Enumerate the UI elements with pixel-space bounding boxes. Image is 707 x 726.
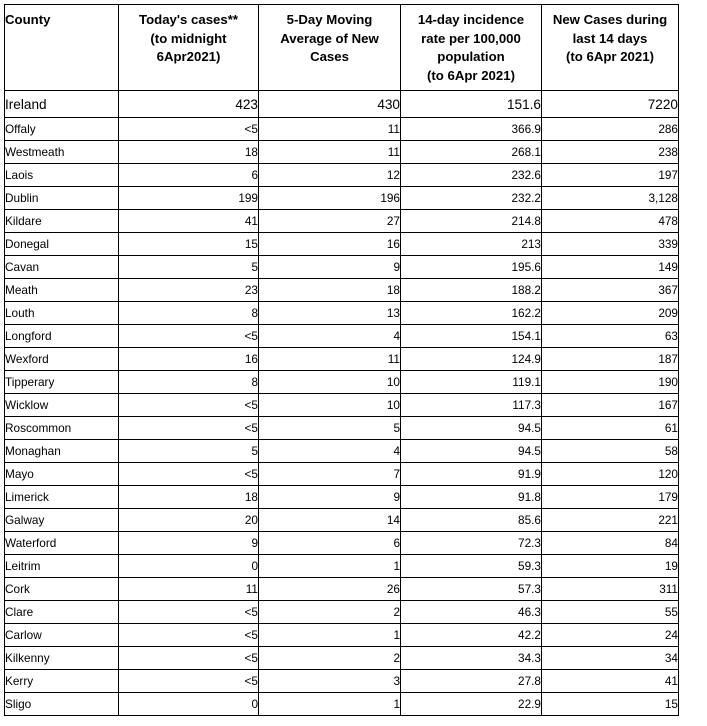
header-line: rate per 100,000 [421,30,521,46]
todays-cases-cell: <5 [119,118,259,141]
new-cases-14day-cell: 478 [542,210,679,233]
moving-average-cell: 9 [259,486,401,509]
new-cases-14day-cell: 3,128 [542,187,679,210]
moving-average-cell: 2 [259,601,401,624]
moving-average-cell: 4 [259,325,401,348]
table-row [5,624,679,647]
county-cell: Donegal [5,233,119,256]
covid-cases-table [4,4,679,716]
moving-average-cell: 10 [259,371,401,394]
table-row [5,578,679,601]
todays-cases-cell: <5 [119,417,259,440]
todays-cases-cell: 0 [119,693,259,716]
table-row [5,509,679,532]
county-cell: Dublin [5,187,119,210]
incidence-rate-cell: 117.3 [401,394,542,417]
incidence-rate-cell: 46.3 [401,601,542,624]
header-line: 5-Day Moving [286,12,373,27]
table-row [5,463,679,486]
moving-average-cell: 27 [259,210,401,233]
new-cases-14day-cell: 61 [542,417,679,440]
moving-average-cell: 26 [259,578,401,601]
new-cases-14day-cell: 221 [542,509,679,532]
incidence-rate-cell: 124.9 [401,348,542,371]
moving-average-cell: 7 [259,463,401,486]
new-cases-14day-cell: 311 [542,578,679,601]
incidence-rate-cell: 232.6 [401,164,542,187]
incidence-rate-cell: 91.9 [401,463,542,486]
moving-average-cell: 1 [259,624,401,647]
todays-cases-cell: 8 [119,302,259,325]
county-cell: Kerry [5,670,119,693]
header-line: Today's cases** [139,12,238,27]
todays-cases-cell: 423 [119,91,259,118]
moving-average-cell: 16 [259,233,401,256]
table-row [5,555,679,578]
incidence-rate-cell: 72.3 [401,532,542,555]
todays-cases-cell: 8 [119,371,259,394]
header-5day-average [259,5,401,91]
county-cell: Cavan [5,256,119,279]
county-cell: Ireland [5,91,119,118]
new-cases-14day-cell: 84 [542,532,679,555]
table-row [5,371,679,394]
county-cell: Clare [5,601,119,624]
moving-average-cell: 9 [259,256,401,279]
moving-average-cell: 430 [259,91,401,118]
table-row [5,647,679,670]
header-line: population [437,49,505,64]
moving-average-cell: 11 [259,348,401,371]
county-cell: Wicklow [5,394,119,417]
table-row [5,118,679,141]
moving-average-cell: 1 [259,693,401,716]
county-cell: Limerick [5,486,119,509]
new-cases-14day-cell: 339 [542,233,679,256]
incidence-rate-cell: 366.9 [401,118,542,141]
incidence-rate-cell: 154.1 [401,325,542,348]
county-cell: Carlow [5,624,119,647]
new-cases-14day-cell: 149 [542,256,679,279]
header-line: last 14 days [572,30,648,46]
county-cell: Roscommon [5,417,119,440]
todays-cases-cell: 9 [119,532,259,555]
moving-average-cell: 4 [259,440,401,463]
todays-cases-cell: 41 [119,210,259,233]
incidence-rate-cell: 85.6 [401,509,542,532]
new-cases-14day-cell: 190 [542,371,679,394]
county-cell: Sligo [5,693,119,716]
todays-cases-cell: <5 [119,394,259,417]
todays-cases-cell: 18 [119,141,259,164]
county-cell: Galway [5,509,119,532]
header-14day-incidence [401,5,542,91]
new-cases-14day-cell: 209 [542,302,679,325]
todays-cases-cell: <5 [119,670,259,693]
incidence-rate-cell: 94.5 [401,417,542,440]
incidence-rate-cell: 162.2 [401,302,542,325]
county-cell: Leitrim [5,555,119,578]
todays-cases-cell: <5 [119,325,259,348]
new-cases-14day-cell: 167 [542,394,679,417]
moving-average-cell: 13 [259,302,401,325]
new-cases-14day-cell: 41 [542,670,679,693]
incidence-rate-cell: 91.8 [401,486,542,509]
moving-average-cell: 10 [259,394,401,417]
incidence-rate-cell: 188.2 [401,279,542,302]
county-cell: Kildare [5,210,119,233]
todays-cases-cell: 5 [119,440,259,463]
new-cases-14day-cell: 238 [542,141,679,164]
county-cell: Wexford [5,348,119,371]
incidence-rate-cell: 27.8 [401,670,542,693]
table-row [5,233,679,256]
county-cell: Mayo [5,463,119,486]
incidence-rate-cell: 57.3 [401,578,542,601]
new-cases-14day-cell: 58 [542,440,679,463]
new-cases-14day-cell: 15 [542,693,679,716]
table-row [5,187,679,210]
table-row [5,164,679,187]
todays-cases-cell: 11 [119,578,259,601]
table-row [5,394,679,417]
header-todays-cases [119,5,259,91]
incidence-rate-cell: 34.3 [401,647,542,670]
new-cases-14day-cell: 24 [542,624,679,647]
incidence-rate-cell: 119.1 [401,371,542,394]
todays-cases-cell: <5 [119,601,259,624]
header-line: County [5,12,51,27]
table-row [5,486,679,509]
moving-average-cell: 11 [259,141,401,164]
county-cell: Kilkenny [5,647,119,670]
header-line: 6Apr2021) [156,49,221,64]
ireland-total-row [5,91,679,118]
moving-average-cell: 14 [259,509,401,532]
todays-cases-cell: 6 [119,164,259,187]
todays-cases-cell: 23 [119,279,259,302]
county-cell: Monaghan [5,440,119,463]
header-line: (to 6Apr 2021) [427,67,515,83]
todays-cases-cell: 0 [119,555,259,578]
new-cases-14day-cell: 19 [542,555,679,578]
table-row [5,417,679,440]
todays-cases-cell: <5 [119,463,259,486]
header-line: 14-day incidence [417,12,525,27]
todays-cases-cell: 20 [119,509,259,532]
incidence-rate-cell: 94.5 [401,440,542,463]
todays-cases-cell: <5 [119,624,259,647]
incidence-rate-cell: 268.1 [401,141,542,164]
header-new-cases-14days [542,5,679,91]
todays-cases-cell: 16 [119,348,259,371]
county-cell: Meath [5,279,119,302]
moving-average-cell: 12 [259,164,401,187]
county-cell: Waterford [5,532,119,555]
table-row [5,141,679,164]
county-cell: Westmeath [5,141,119,164]
incidence-rate-cell: 214.8 [401,210,542,233]
table-row [5,532,679,555]
county-cell: Tipperary [5,371,119,394]
incidence-rate-cell: 59.3 [401,555,542,578]
todays-cases-cell: 5 [119,256,259,279]
header-county [5,5,119,91]
table-row [5,440,679,463]
table-row [5,325,679,348]
header-line: (to 6Apr 2021) [566,49,654,64]
moving-average-cell: 1 [259,555,401,578]
table-row [5,210,679,233]
table-body [5,91,679,716]
todays-cases-cell: 15 [119,233,259,256]
table-row [5,302,679,325]
moving-average-cell: 5 [259,417,401,440]
table-row [5,348,679,371]
moving-average-cell: 2 [259,647,401,670]
incidence-rate-cell: 42.2 [401,624,542,647]
table-row [5,279,679,302]
new-cases-14day-cell: 187 [542,348,679,371]
moving-average-cell: 6 [259,532,401,555]
header-line: (to midnight [150,30,227,46]
todays-cases-cell: 199 [119,187,259,210]
table-row [5,256,679,279]
incidence-rate-cell: 213 [401,233,542,256]
header-line: Cases [310,49,349,64]
incidence-rate-cell: 22.9 [401,693,542,716]
table-row [5,670,679,693]
county-cell: Laois [5,164,119,187]
new-cases-14day-cell: 286 [542,118,679,141]
county-cell: Offaly [5,118,119,141]
header-row [5,5,679,91]
moving-average-cell: 18 [259,279,401,302]
new-cases-14day-cell: 367 [542,279,679,302]
new-cases-14day-cell: 120 [542,463,679,486]
county-cell: Longford [5,325,119,348]
table-row [5,693,679,716]
todays-cases-cell: <5 [119,647,259,670]
header-line: New Cases during [552,12,668,27]
moving-average-cell: 11 [259,118,401,141]
incidence-rate-cell: 232.2 [401,187,542,210]
county-cell: Cork [5,578,119,601]
table-row [5,601,679,624]
new-cases-14day-cell: 179 [542,486,679,509]
moving-average-cell: 3 [259,670,401,693]
new-cases-14day-cell: 197 [542,164,679,187]
todays-cases-cell: 18 [119,486,259,509]
incidence-rate-cell: 151.6 [401,91,542,118]
incidence-rate-cell: 195.6 [401,256,542,279]
header-line: Average of New [280,30,379,46]
new-cases-14day-cell: 7220 [542,91,679,118]
moving-average-cell: 196 [259,187,401,210]
county-cell: Louth [5,302,119,325]
new-cases-14day-cell: 55 [542,601,679,624]
new-cases-14day-cell: 63 [542,325,679,348]
new-cases-14day-cell: 34 [542,647,679,670]
